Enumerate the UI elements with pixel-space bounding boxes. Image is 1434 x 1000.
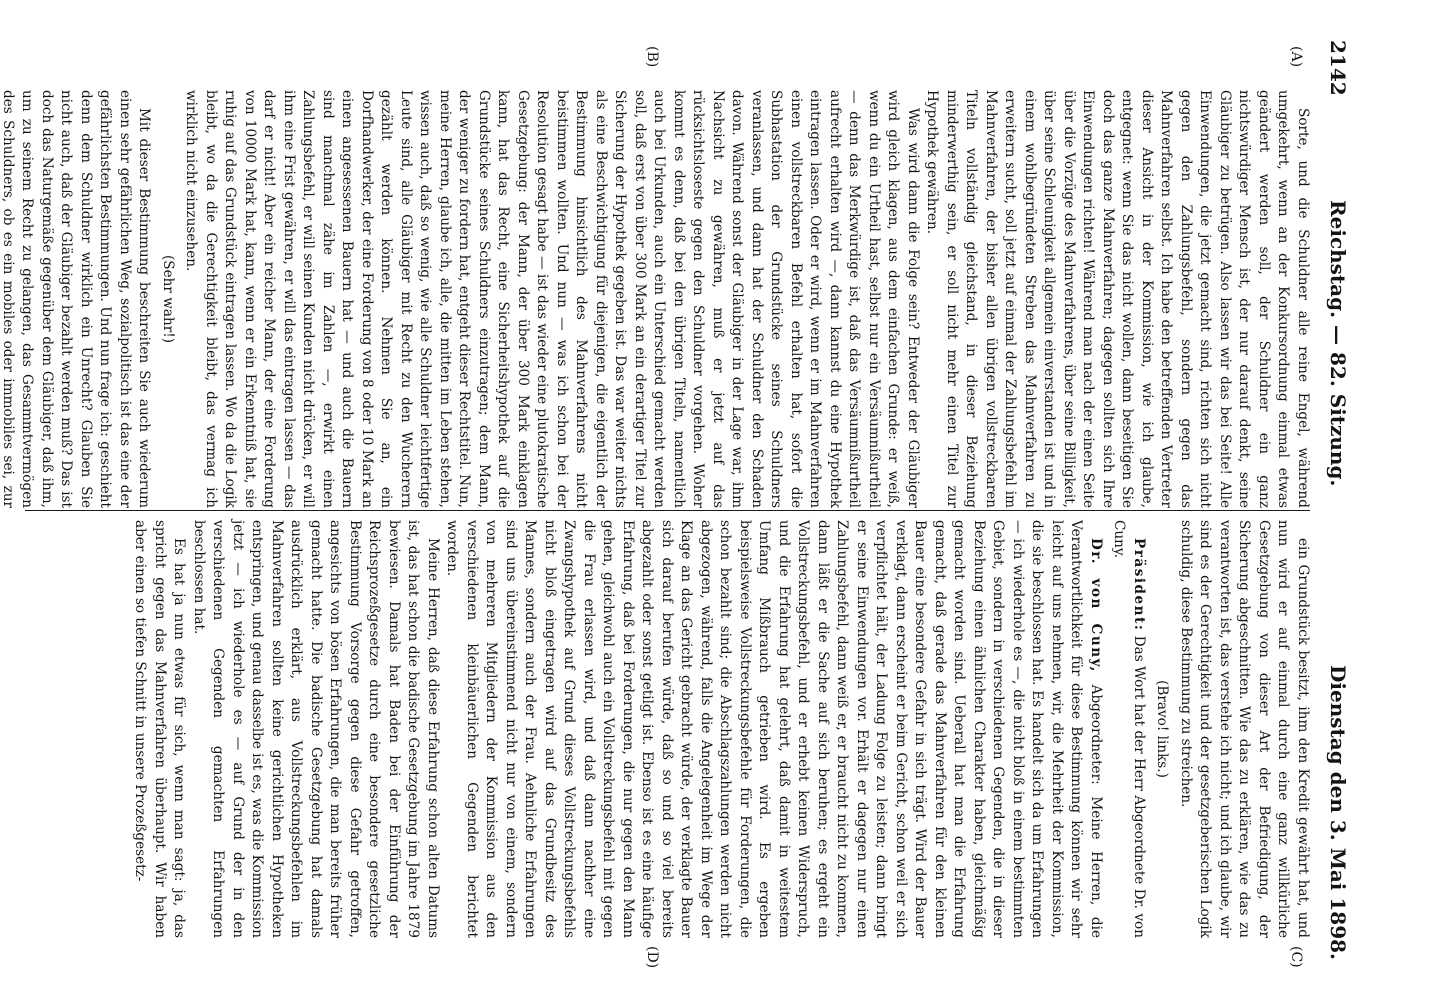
- speaker-role: Abgeordneter:: [1088, 684, 1104, 785]
- speech-text: Meine Herren, die Verantwortlichkeit für diese Bestimmung können wir sehr leicht auf uns nehmen, wir, die Mehrheit der Kommission, die sie beschlossen hat. Es handelt sich da um Erfahrungen — ich wiederhole es —, die nicht bloß in einem bestimmten Gebiet, sondern in verschiedenen Gegenden, die in dieser Beziehung einen ähnlichen Charakter haben, gleichmäßig gemacht worden sind. Ueberall hat man die Erfahrung gemacht, daß gerade das Mahnverfahren für den kleinen Bauer eine besondere Gefahr in sich trägt. Wird der Bauer verklagt, dann erscheint er beim Gericht, schon weil er sich verpflichtet hält, der Ladung Folge zu leisten; dann bringt er seine Einwendungen vor. Erhält er dagegen nur einen Zahlungsbefehl, dann weiß er, er braucht nicht zu kommen, dann läßt er die Sache auf sich beruhen; es ergeht ein Vollstreckungsbefehl, und er erhebt keinen Widerspruch, und die Erfahrung hat gelehrt, daß damit in weitestem Umfang Mißbrauch getrieben wird. Es ergeben beispielsweise Vollstreckungsbefehle für Forderungen, die schon bezahlt sind; die Abschlagszahlungen werden nicht abgezogen, während, falls die Angelegenheit im Wege der Klage an das Gericht gebracht würde, der verklagte Bauer sich darauf berufen würde, daß so und so viel bereits abgezahlt oder sonst getilgt ist. Ebenso ist es eine häufige Erfahrung, daß bei Forderungen, die nur gegen den Mann gehen, gleichwohl auch ein Vollstreckungsbefehl mit gegen die Frau erlassen wird, und daß dann nachher eine Zwangshypothek auf Grund dieses Vollstreckungsbefehls nicht bloß eingetragen wird auf das Grundbesitz des Mannes, sondern auch der Frau. Aehnliche Erfahrungen sind uns übereinstimmend nicht nur von einem, sondern von mehreren Mitgliedern der Kommission aus den verschiedenen kleinbäuerlichen Gegenden berichtet worden.: [444, 520, 1104, 938]
- president-label: Präsident:: [1131, 538, 1147, 632]
- margin-marker-d: (D): [644, 946, 660, 969]
- body-paragraph: ein Grundstück besitzt, ihm den Kredit gewährt hat, und nun wird er auf einmal durch eine ganz willkürliche Gesetzgebung von dieser Art der Befriedigung, der Sicherung abgeschnitten. Wie das zu erklären, wie das zu verantworten ist, das verstehe ich nicht; und ich glaube, wir sind es der Gerechtigkeit und der gesetzgeberischen Logik schuldig, diese Bestimmung zu streichen.: [1178, 520, 1311, 938]
- interjection: (Sehr wahr!): [160, 255, 176, 343]
- margin-marker-a: (A): [1288, 46, 1304, 68]
- page-header: [1320, 40, 1354, 960]
- margin-marker-b: (B): [644, 46, 660, 68]
- session-date: Dienstag den 3. Mai 1898.: [1326, 665, 1350, 960]
- margin-marker-c: (C): [1288, 946, 1304, 968]
- speaker-name: Dr. von Cuny,: [1088, 538, 1104, 673]
- applause-note: (Bravo! links.): [1154, 680, 1171, 778]
- left-text-column: [0, 90, 1312, 508]
- body-paragraph: Meine Herren, daß diese Erfahrung schon alten Datums ist, das hat schon die badische Gesetzgebung im Jahre 1879 bewiesen. Damals hat Baden bei der Einführung der Reichsprozeßgesetze durch eine besondere gesetzliche Bestimmung Vorsorge gegen diese Gefahr getroffen, angesichts von bösen Erfahrungen, die man bereits früher gemacht hatte. Die badische Gesetzgebung hat damals ausdrücklich erklärt, aus Vollstreckungsbefehlen im Mahnverfahren sollten keine gerichtlichen Hypotheken entspringen, und genau dasselbe ist es, was die Kommission jetzt — ich wiederhole es — auf Grund der in den verschiedenen Gegenden gemachten Erfahrungen beschlossen hat.: [191, 520, 441, 938]
- president-text: Das Wort hat der Herr Abgeordnete Dr. von Cuny.: [1111, 520, 1147, 938]
- column-divider: [25, 510, 1310, 511]
- page-number: 2142: [1326, 40, 1350, 96]
- body-paragraph: Es hat ja nun etwas für sich, wenn man sagt: ja, das spricht gegen das Mahnverfahren überhaupt. Wir haben aber einen so tiefen Schnitt in unsere Prozeßgesetz-: [132, 520, 188, 938]
- running-title: Reichstag. — 82. Sitzung.: [1326, 200, 1350, 487]
- speaker-paragraph: [442, 520, 1105, 938]
- body-paragraph: Mit dieser Bestimmung beschreiten Sie auch wiederum einen sehr gefährlichen Weg, sozialpolitisch ist das eine der gefährlichsten Bestimmungen. Und nun frage ich: geschieht denn dem Schuldner wirklich ein Unrecht? Glauben Sie nicht auch, daß der Gläubiger bezahlt werden muß? Das ist doch das Naturgemäße gegenüber dem Gläubiger, daß ihm, um zu seinem Recht zu gelangen, das Gesammtvermögen des Schuldners, ob es ein mobiles oder immobiles sei, zur: [0, 90, 153, 508]
- right-text-column: [22, 520, 1312, 938]
- body-paragraph: Was wird dann die Folge sein? Entweder der Gläubiger wird gleich klagen, aus dem einfachen Grunde: er weiß, wenn du ein Urtheil hast, selbst nur ein Versäumnißurtheil — denn das Merkwürdige ist, daß das Versäumnißurtheil aufrecht erhalten wird —, dann kannst du eine Hypothek eintragen lassen. Oder er wird, wenn er im Mahnverfahren einen vollstreckbaren Befehl erhalten hat, sofort die Subhastation der Grundstücke seines Schuldners veranlassen, und dann hat der Schuldner den Schaden davon. Während sonst der Gläubiger in der Lage war, ihm Nachsicht zu gewähren, muß er jetzt auf das rücksichtsloseste gegen den Schuldner vorgehen. Woher kommt es denn, daß bei den übrigen Titeln, namentlich auch bei Urkunden, auch ein Unterschied gemacht werden soll, daß erst von über 300 Mark an ein derartiger Titel zur Sicherung der Hypothek gegeben ist. Das war weiter nichts als eine Beschwichtigung für diejenigen, die eigentlich der Bestimmung hinsichtlich des Mahnverfahrens nicht beistimmen wollten. Und nun — was ich schon bei der Resolution gesagt habe — ist das wieder eine plutokratische Gesetzgebung: der Mann, der über 300 Mark einklagen kann, hat das Recht, eine Sicherheitshypothek auf die Grundstücke seines Schuldners einzutragen; dem Mann, der weniger zu fordern hat, entgeht dieser Rechtstitel. Nun, meine Herren, glaube ich, alle, die mitten im Leben stehen, wissen auch, daß so wenig, wie alle Schuldner leichtfertige Leute sind, alle Gläubiger mit Recht zu den Wucherern gezählt werden können. Nehmen Sie an, ein Dorfhandwerker, der eine Forderung von 8 oder 10 Mark an einen angesessenen Bauern hat — und auch die Bauern sind manchmal zähe im Zahlen —, erwirkt einen Zahlungsbefehl, er will seinen Kunden nicht drücken, er will ihm eine Frist gewähren, er will das eintragen lassen — das darf er nicht! Aber ein reicher Mann, der eine Forderung von 10000 Mark hat, kann, wenn er ein Erkenntniß hat, sie ruhig auf das Grundstück eintragen lassen. Wo da die Logik bleibt, wo da die Gerechtigkeit bleibt, das vermag ich wirklich nicht einzusehen.: [183, 90, 921, 508]
- president-statement: [1109, 520, 1148, 938]
- body-paragraph: Sorte, und die Schuldner alle reine Engel, während umgekehrt, wenn an der Konkursordnung einmal etwas geändert werden soll, der Schuldner ein ganz nichtswürdiger Mensch ist, der nur darauf denkt, seine Gläubiger zu betrügen. Also lassen wir das bei Seite! Alle Einwendungen, die jetzt gemacht sind, richten sich nicht gegen den Zahlungsbefehl, sondern gegen das Mahnverfahren selbst. Ich habe den betreffenden Vertreter dieser Ansicht in der Kommission, wie ich glaube, entgegnet: wenn Sie das nicht wollen, dann beseitigen Sie doch das ganze Mahnverfahren; dagegen sollten sich Ihre Einwendungen richten! Während man nach der einen Seite über die Vorzüge des Mahnverfahrens, über seine Billigkeit, über seine Schleunigkeit allgemein einverstanden ist und in einem wohlbegründeten Streben das Mahnverfahren zu erweitern sucht, soll jetzt auf einmal der Zahlungsbefehl im Mahnverfahren, der bisher allen übrigen vollstreckbaren Titeln vollständig gleichstand, in dieser Beziehung minderwerthig sein, er soll nicht mehr einen Titel zur Hypothek gewähren.: [924, 90, 1311, 508]
